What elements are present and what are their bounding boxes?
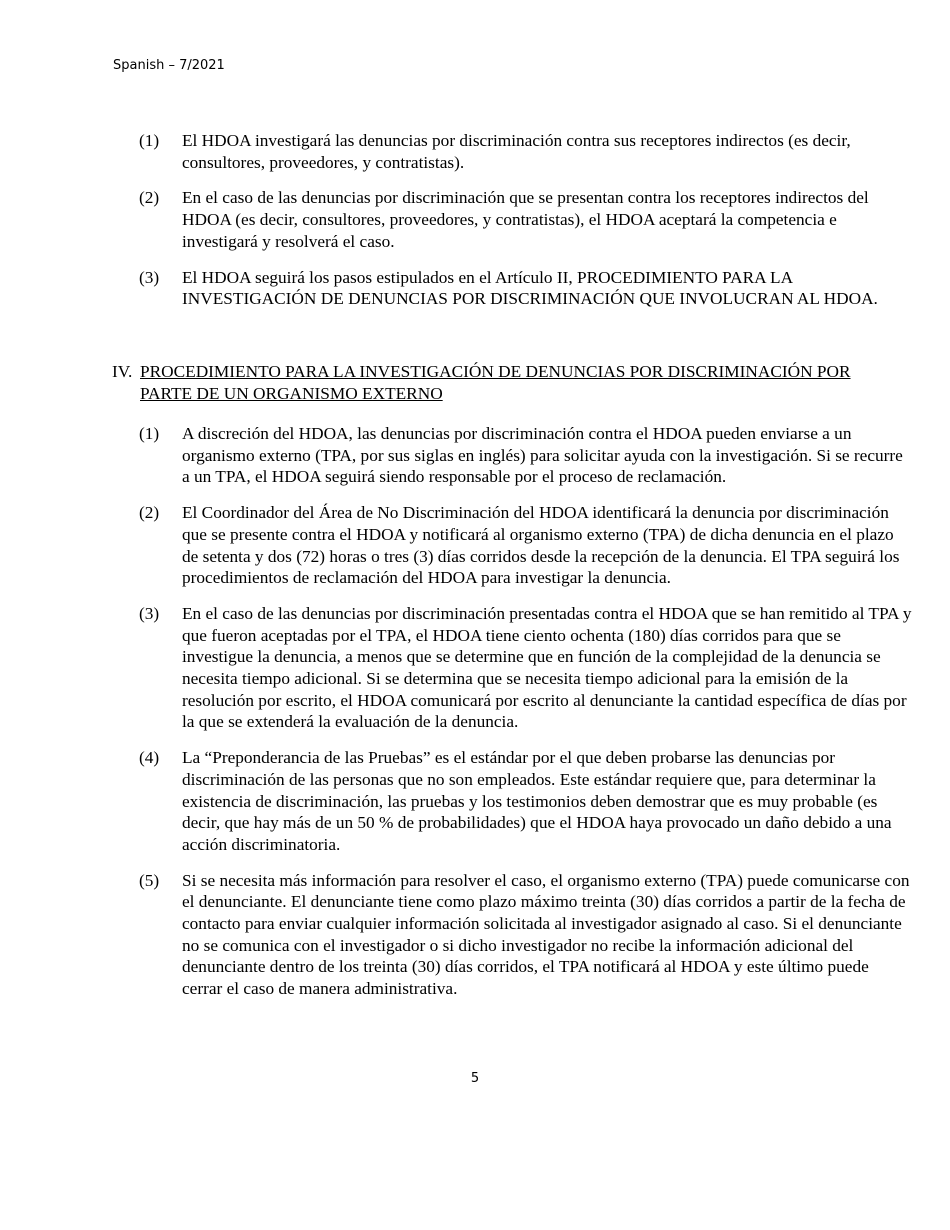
list-item [0, 747, 950, 856]
list-external-body-procedure [0, 423, 950, 1014]
list-item [0, 423, 950, 488]
list-item [0, 130, 950, 173]
item-text: Si se necesita más información para resolver el caso, el organismo externo (TPA) puede comunicarse con el denunciante. El denunciante tiene como plazo máximo treinta (30) días corridos a partir de la fecha de contacto para enviar cualquier información solicitada al investigador asignado al caso. Si el denunciante no se comunica con el investigador o si dicho investigador no recibe la información adicional del denunciante dentro de los treinta (30) días corridos, el TPA notificará al HDOA y este último puede cerrar el caso de manera administrativa. [182, 870, 910, 999]
item-text: El Coordinador del Área de No Discriminación del HDOA identificará la denuncia por discriminación que se presente contra el HDOA y notificará al organismo externo (TPA) de dicha denuncia en el plazo de setenta y dos (72) horas o tres (3) días corridos desde la recepción de la denuncia. El TPA seguirá los procedimientos de reclamación del HDOA para investigar la denuncia. [182, 503, 900, 588]
list-item [0, 187, 950, 252]
list-item [0, 603, 950, 733]
item-number: (3) [139, 267, 160, 287]
section-number: IV. [112, 362, 133, 381]
list-indirect-recipients [0, 130, 950, 324]
document-header-note: Spanish – 7/2021 [113, 58, 225, 73]
item-number: (2) [139, 188, 160, 208]
list-item [0, 267, 950, 310]
item-number: (4) [139, 748, 160, 768]
item-number: (5) [139, 870, 160, 890]
item-number: (1) [139, 131, 160, 150]
item-text: En el caso de las denuncias por discriminación que se presentan contra los receptores indirectos del HDOA (es decir, consultores, proveedores, y contratistas), el HDOA aceptará la competencia e investigará y resolverá el caso. [182, 188, 869, 251]
item-number: (3) [139, 603, 160, 623]
item-text: A discreción del HDOA, las denuncias por discriminación contra el HDOA pueden enviarse a un organismo externo (TPA, por sus siglas en inglés) para solicitar ayuda con la investigación. Si se recurre a un TPA, el HDOA seguirá siendo responsable por el proceso de reclamación. [182, 424, 903, 487]
item-text: La “Preponderancia de las Pruebas” es el estándar por el que deben probarse las denuncias por discriminación de las personas que no son empleados. Este estándar requiere que, para determinar la existencia de discriminación, las pruebas y los testimonios deben demostrar que es muy probable (es decir, que hay más de un 50 % de probabilidades) que el HDOA haya provocado un daño debido a una acción discriminatoria. [182, 748, 892, 854]
list-item [0, 502, 950, 589]
item-text: En el caso de las denuncias por discriminación presentadas contra el HDOA que se han remitido al TPA y que fueron aceptadas por el TPA, el HDOA tiene ciento ochenta (180) días corridos para que se investigue la denuncia, a menos que se determine que en función de la complejidad de la denuncia se necesita tiempo adicional. Si se determina que se necesita tiempo adicional para la emisión de la resolución por escrito, el HDOA comunicará por escrito al denunciante la cantidad específica de días por la que se extenderá la evaluación de la denuncia. [182, 603, 912, 732]
item-text: El HDOA seguirá los pasos estipulados en el Artículo II, PROCEDIMIENTO PARA LA INVESTIGACIÓN DE DENUNCIAS POR DISCRIMINACIÓN QUE INVOLUCRAN AL HDOA. [182, 267, 878, 309]
section-title: PROCEDIMIENTO PARA LA INVESTIGACIÓN DE DENUNCIAS POR DISCRIMINACIÓN POR PARTE DE UN ORGANISMO EXTERNO [140, 362, 851, 403]
page-number: 5 [470, 1071, 480, 1086]
item-number: (1) [139, 424, 160, 443]
section-heading-iv [0, 361, 950, 404]
list-item [0, 870, 950, 1000]
item-number: (2) [139, 503, 160, 523]
item-text: El HDOA investigará las denuncias por discriminación contra sus receptores indirectos (es decir, consultores, proveedores, y contratistas). [182, 131, 851, 172]
